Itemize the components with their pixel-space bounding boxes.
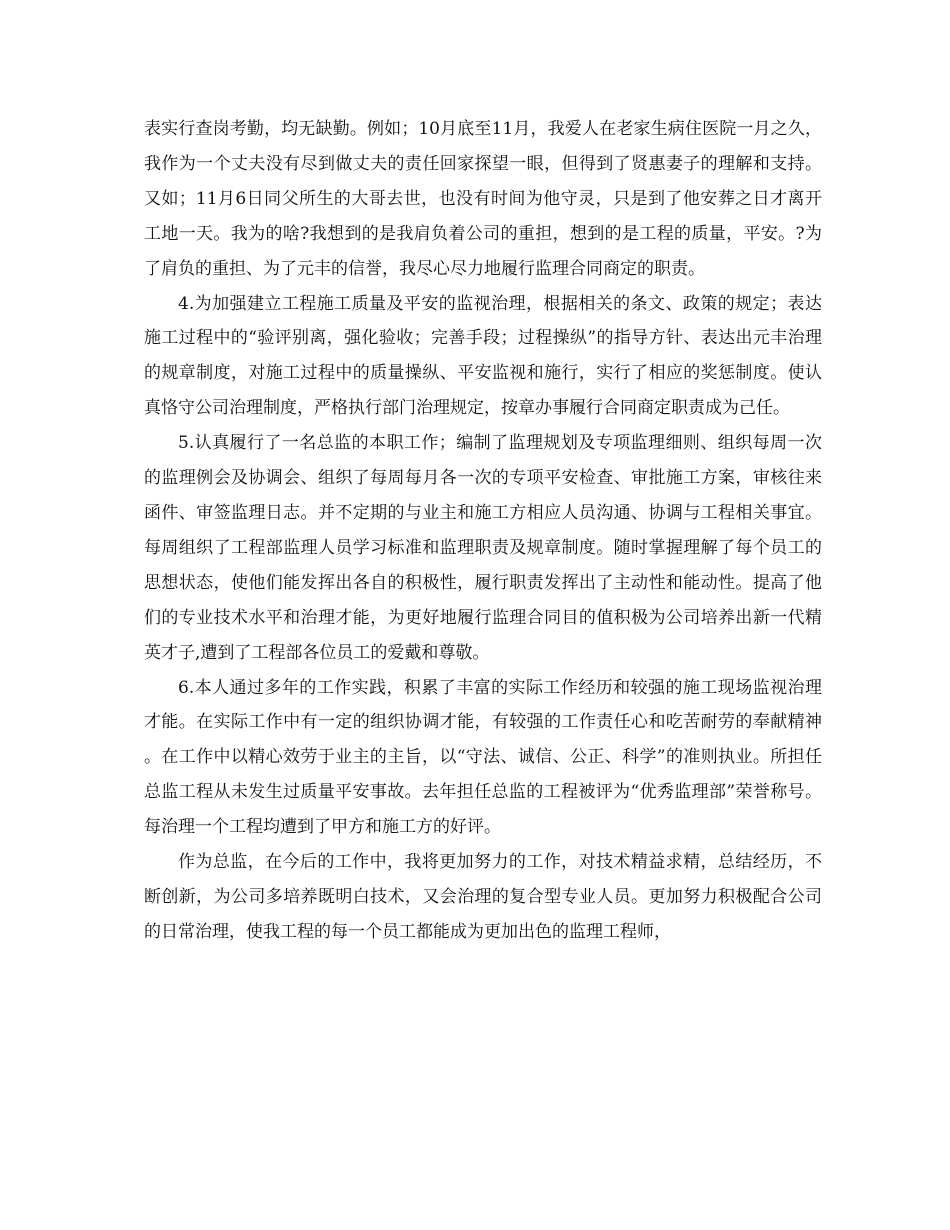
paragraph-continued: 表实行查岗考勤，均无缺勤。例如；10月底至11月，我爱人在老家生病住医院一月之久，我作为一个丈夫没有尽到做丈夫的责任回家探望一眼，但得到了贤惠妻子的理解和支持。又如；11月6日同父所生的大哥去世，也没有时间为他守灵，只是到了他安葬之日才离开工地一天。我为的啥?我想到的是我肩负着公司的重担，想到的是工程的质量，平安。?为了肩负的重担、为了元丰的信誉，我尽心尽力地履行监理合同商定的职责。	[144, 119, 822, 279]
paragraph-item-6: 6.本人通过多年的工作实践，积累了丰富的实际工作经历和较强的施工现场监视治理才能。在实际工作中有一定的组织协调才能，有较强的工作责任心和吃苦耐劳的奉献精神。在工作中以精心效劳于业主的主旨，以“守法、诚信、公正、科学”的准则执业。所担任总监工程从未发生过质量平安事故。去年担任总监的工程被评为“优秀监理部”荣誉称号。每治理一个工程均遭到了甲方和施工方的好评。	[144, 677, 822, 838]
document-body	[144, 112, 822, 950]
paragraph-item-5: 5.认真履行了一名总监的本职工作；编制了监理规划及专项监理细则、组织每周一次的监理例会及协调会、组织了每周每月各一次的专项平安检查、审批施工方案，审核往来函件、审签监理日志。并不定期的与业主和施工方相应人员沟通、协调与工程相关事宜。每周组织了工程部监理人员学习标准和监理职责及规章制度。随时掌握理解了每个员工的思想状态，使他们能发挥出各自的积极性，履行职责发挥出了主动性和能动性。提高了他们的专业技术水平和治理才能，为更好地履行监理合同目的值积极为公司培养出新一代精英才子,遭到了工程部各位员工的爱戴和尊敬。	[144, 433, 822, 663]
paragraph-closing: 作为总监，在今后的工作中，我将更加努力的工作，对技术精益求精，总结经历，不断创新，为公司多培养既明白技术，又会治理的复合型专业人员。更加努力积极配合公司的日常治理，使我工程的每一个员工都能成为更加出色的监理工程师，	[144, 852, 822, 942]
paragraph-item-4: 4.为加强建立工程施工质量及平安的监视治理，根据相关的条文、政策的规定；表达施工过程中的“验评别离，强化验收；完善手段；过程操纵”的指导方针、表达出元丰治理的规章制度，对施工过程中的质量操纵、平安监视和施行，实行了相应的奖惩制度。使认真恪守公司治理制度，严格执行部门治理规定，按章办事履行合同商定职责成为己任。	[144, 293, 822, 419]
